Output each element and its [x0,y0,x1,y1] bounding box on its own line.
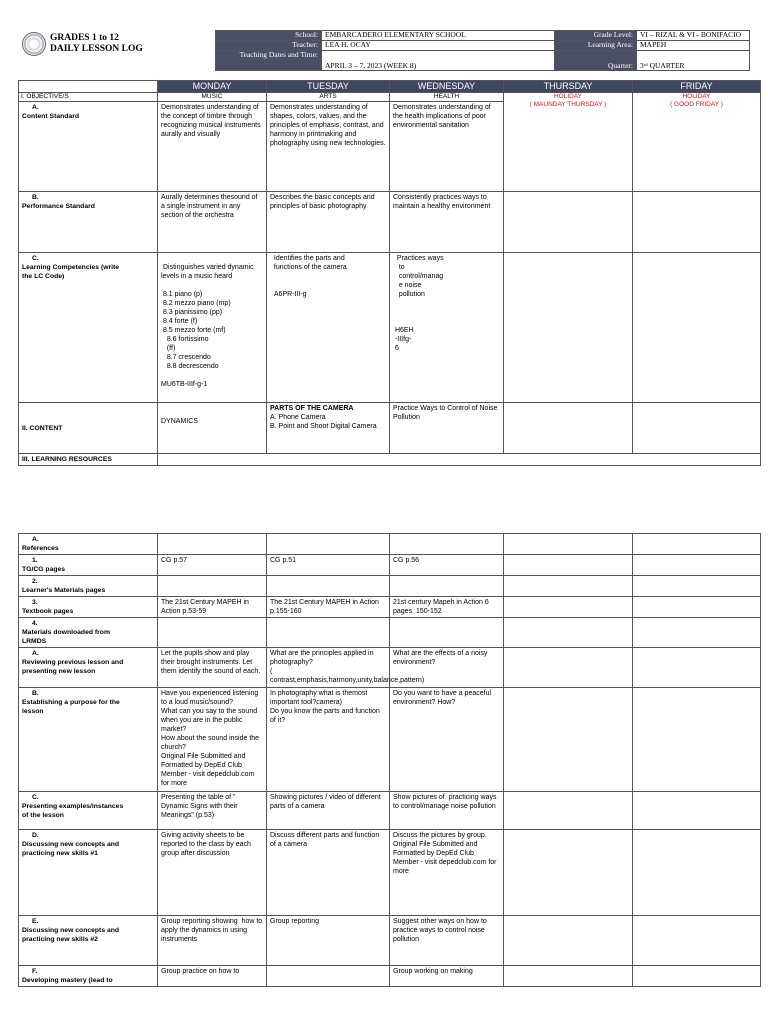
row-label-content-standard [19,102,158,192]
table-row [19,597,761,618]
grade-label: Grade Level: [555,31,637,41]
cell-tue [267,966,390,987]
table-row [19,830,761,916]
cell-wed: 21st century Mapeh in Action 6 pages 150-152 [390,597,504,618]
row-label [19,792,158,830]
cell-wed: Discuss the pictures by group. Original File Submitted and Formatted by DepEd Club Member - visit depedclub.com for more [390,830,504,916]
cell-wed [390,576,504,597]
content-tuesday-title: PARTS OF THE CAMERA [270,405,354,412]
cell-thursday [504,792,633,830]
cell-tue: Discuss different parts and function of a camera [267,830,390,916]
table-row [19,792,761,830]
area-value: MAPEH [637,41,750,51]
cell-thursday [504,597,633,618]
cell-friday [633,597,761,618]
row-letter: D. [32,832,39,839]
quarter-label: Quarter: [555,51,637,71]
row-letter: 1. [32,557,38,564]
row-letter: 2. [32,578,38,585]
cell-thursday [504,916,633,966]
cell-thursday [504,648,633,688]
cell-mon: Presenting the table of " Dynamic Signs with their Meanings" (p.53) [158,792,267,830]
cell-friday [633,966,761,987]
cell-thursday [504,830,633,916]
row-letter: C. [32,255,39,262]
row-title: Presenting examples/instances of the lesson [22,803,124,819]
cell-thursday [504,192,633,253]
cell-mon: Giving activity sheets to be reported to the class by each group after discussion [158,830,267,916]
title-line2: DAILY LESSON LOG [50,44,143,54]
cell-tuesday: Describes the basic concepts and principles of basic photography [267,192,390,253]
row-letter: C. [32,794,39,801]
cell-wed: CG p.56 [390,555,504,576]
table-row [19,648,761,688]
cell-friday [633,576,761,597]
row-letter: 3. [32,599,38,606]
row-title: Learning Competencies (write the LC Code) [22,264,120,280]
cell-friday [633,916,761,966]
row-letter: F. [32,968,38,975]
cell-tue [267,576,390,597]
cell-friday [633,555,761,576]
row-letter: A. [32,650,39,657]
cell-friday [633,192,761,253]
cell-wednesday: Practices ways to control/manag e noise pollution H6EH -IIIfg- 6 [390,253,504,403]
cell-thursday [504,966,633,987]
row-label [19,597,158,618]
cell-friday [633,792,761,830]
cell-thursday [504,253,633,403]
cell-tue [267,618,390,648]
school-value: EMBARCADERO ELEMENTARY SCHOOL [322,31,555,41]
cell-tuesday: Demonstrates understanding of shapes, colors, values, and the principles of emphasis, contrast, and harmony in printmaking and photography using new technologies. [267,102,390,192]
subject-arts: ARTS [267,93,390,102]
quarter-value: 3ʳᵈ QUARTER [637,51,750,71]
row-title: Materials downloaded from LRMDS [22,629,110,645]
lesson-log-table-2 [18,533,761,987]
deped-logo [22,32,46,56]
row-title: Developing mastery (lead to [22,977,113,984]
table-row [19,966,761,987]
cell-tue: Group reporting [267,916,390,966]
corner-cell [19,81,158,93]
cell-tuesday: Identifies the parts and functions of the camera A6PR-III-g [267,253,390,403]
cell-tuesday [267,403,390,454]
row-letter: E. [32,918,39,925]
cell-wed: What are the effects of a noisy environment? [390,648,504,688]
subject-health: HEALTH [390,93,504,102]
dates-value: APRIL 3 – 7, 2023 (WEEK 8) [322,51,555,71]
cell-thursday [504,403,633,454]
cell-wed: Show pictures of practicing ways to control/manage noise pollution [390,792,504,830]
cell-thursday [504,555,633,576]
row-letter: A. [32,536,39,543]
cell-thursday [504,534,633,555]
row-label-learning-competencies [19,253,158,403]
row-label-performance-standard [19,192,158,253]
cell-tue: The 21st Century MAPEH in Action p.155-160 [267,597,390,618]
content-tuesday-body: A. Phone Camera B. Point and Shoot Digital Camera [270,414,377,430]
day-thursday: THURSDAY [504,81,633,93]
row-title: Content Standard [22,113,80,120]
cell-wed [390,534,504,555]
row-title: Discussing new concepts and practicing new skills #2 [22,927,120,943]
lesson-log-table-1 [18,80,761,466]
cell-monday: Distinguishes varied dynamic levels in a music heard 8.1 piano (p) 8.2 mezzo piano (mp) 8.3 pianissimo (pp) 8.4 forte (f) 8.5 mezzo forte (mf) 8.6 fortissimo (ff) 8.7 crescendo 8.8 decrescendo MU6TB-IIIf-g-1 [158,253,267,403]
cell-tue [267,534,390,555]
cell-thursday [504,688,633,792]
cell-mon: Group reporting showing how to apply the dynamics in using instruments [158,916,267,966]
holiday-friday: HOLIDAY ( GOOD FRIDAY ) [633,93,761,192]
cell-tue: What are the principles applied in photography? ( contrast,emphasis,harmony,unity,balance,pattern) [267,648,390,688]
row-title: Learner's Materials pages [22,587,106,594]
cell-mon [158,618,267,648]
table-row [19,688,761,792]
school-label: School: [216,31,322,41]
grade-value: VI – RIZAL & VI - BONIFACIO [637,31,750,41]
cell-wed: Do you want to have a peaceful environment? How? [390,688,504,792]
resources-span [158,454,761,466]
row-label [19,916,158,966]
cell-wednesday: Consistently practices ways to maintain a healthy environment [390,192,504,253]
row-title: Establishing a purpose for the lesson [22,699,120,715]
area-label: Learning Area: [555,41,637,51]
subject-music: MUSIC [158,93,267,102]
cell-thursday [504,618,633,648]
cell-friday [633,618,761,648]
cell-friday [633,403,761,454]
row-label [19,555,158,576]
cell-monday: DYNAMICS [158,403,267,454]
holiday-thursday: HOLIDAY ( MAUNDAY THURSDAY ) [504,93,633,192]
cell-mon: The 21st Century MAPEH in Action p.53-59 [158,597,267,618]
cell-mon [158,576,267,597]
resources-label: III. LEARNING RESOURCES [19,454,158,466]
table-row [19,576,761,597]
row-title: Discussing new concepts and practicing new skills #1 [22,841,120,857]
cell-mon: Let the pupils show and play their brought instruments. Let them identify the sound of each. [158,648,267,688]
day-wednesday: WEDNESDAY [390,81,504,93]
row-title: References [22,545,59,552]
row-title: Textbook pages [22,608,74,615]
row-label [19,618,158,648]
objectives-label: I. OBJECTIVE/S [19,93,158,102]
row-label [19,648,158,688]
header-table [215,30,750,71]
cell-friday [633,253,761,403]
row-title: Performance Standard [22,203,95,210]
day-monday: MONDAY [158,81,267,93]
table-row [19,618,761,648]
day-tuesday: TUESDAY [267,81,390,93]
cell-tue: Showing pictures / video of different parts of a camera [267,792,390,830]
row-letter: 4. [32,620,38,627]
title-line1: GRADES 1 to 12 [50,33,119,43]
cell-tue: CG p.51 [267,555,390,576]
row-label [19,830,158,916]
cell-mon: CG p.57 [158,555,267,576]
row-label [19,966,158,987]
cell-mon: Group practice on how to [158,966,267,987]
cell-monday: Aurally determines thesound of a single instrument in any section of the orchestra [158,192,267,253]
cell-wednesday: Practice Ways to Control of Noise Pollution [390,403,504,454]
row-letter: B. [32,690,39,697]
cell-mon: Have you experienced listening to a loud music/sound? What can you say to the sound when you are in the public market? How about the sound inside the church? Original File Submitted and Formatted by DepEd Club Member - visit depedclub.com for more [158,688,267,792]
cell-wed [390,618,504,648]
teacher-value: LEA H. OCAY [322,41,555,51]
row-title: Reviewing previous lesson and presenting new lesson [22,659,124,675]
table-row [19,534,761,555]
table-row [19,916,761,966]
cell-wednesday: Demonstrates understanding of the health implications of poor environmental sanitation [390,102,504,192]
cell-friday [633,648,761,688]
row-label [19,576,158,597]
row-letter: A. [32,104,39,111]
cell-monday: Demonstrates understanding of the concept of timbre through recognizing musical instruments aurally and visually [158,102,267,192]
page-title [50,33,143,55]
row-title: TG/CG pages [22,566,66,573]
cell-friday [633,534,761,555]
content-label: II. CONTENT [19,403,158,454]
row-label [19,688,158,792]
cell-wed: Group working on making [390,966,504,987]
cell-tue: In photography what is themost important tool?camera) Do you know the parts and function of it? [267,688,390,792]
dates-label: Teaching Dates and Time: [216,51,322,71]
row-letter: B. [32,194,39,201]
cell-friday [633,688,761,792]
table-row [19,555,761,576]
cell-mon [158,534,267,555]
day-friday: FRIDAY [633,81,761,93]
row-label [19,534,158,555]
cell-friday [633,830,761,916]
teacher-label: Teacher: [216,41,322,51]
cell-thursday [504,576,633,597]
cell-wed: Suggest other ways on how to practice ways to control noise pollution [390,916,504,966]
